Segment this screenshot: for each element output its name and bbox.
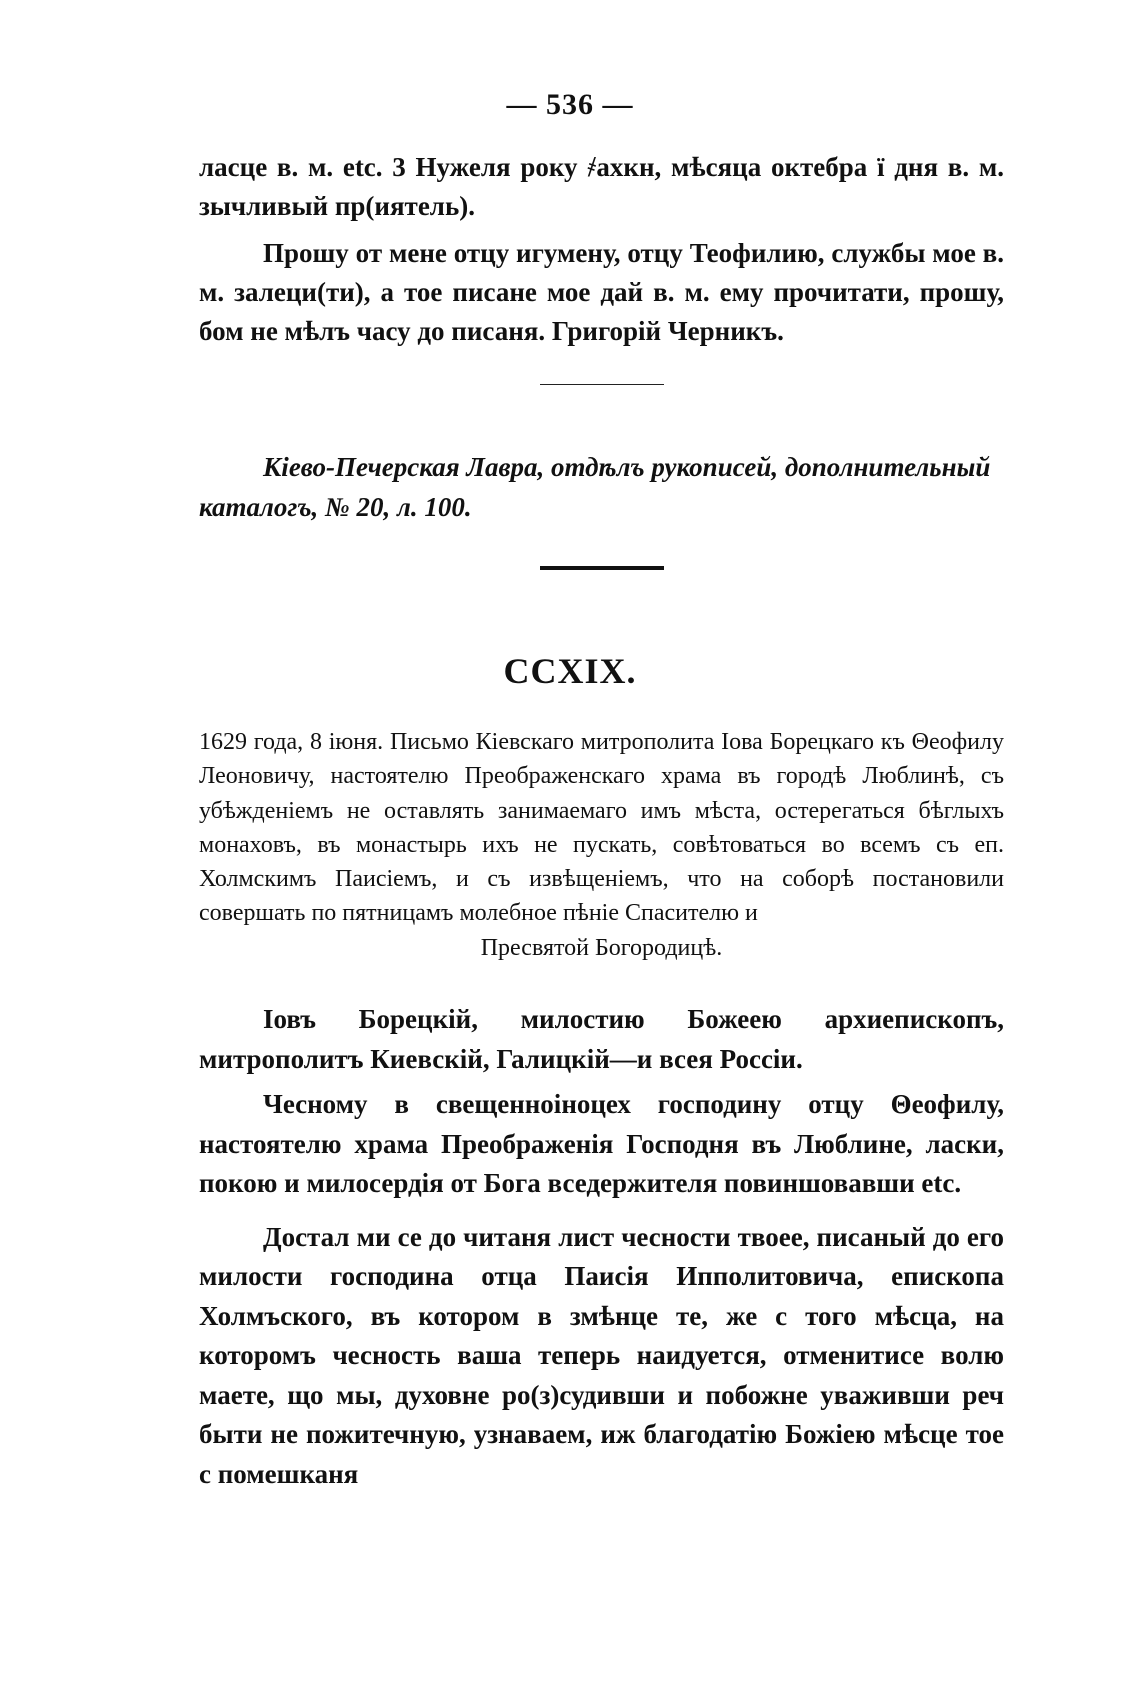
section-divider bbox=[540, 566, 664, 570]
section-summary-text: 1629 года, 8 іюня. Письмо Кіевскаго митрополита Іова Борецкаго къ Θеофилу Леоновичу, настоятелю Преображенскаго храма въ городѣ Люблинѣ, съ убѣжденіемъ не оставлять занимаемаго имъ мѣста, остерегаться бѣглыхъ монаховъ, въ монастырь ихъ не пускать, совѣтоваться во всемъ съ еп. Холмскимъ Паисіемъ, и съ извѣщеніемъ, что на соборѣ постановили совершать по пятницамъ молебное пѣніе Спасителю и bbox=[199, 729, 1004, 927]
letter-salutation: Іовъ Борецкій, милостию Божеею архиепископъ, митрополитъ Киевскій, Галицкій—и всея Россіи. bbox=[199, 1004, 1004, 1074]
opening-text bbox=[199, 148, 1004, 351]
source-note-line-1: Кіево-Печерская Лавра, отдѣлъ рукописей, дополнительный bbox=[263, 452, 991, 482]
letter-address: Чесному в свещенноіноцех господину отцу Θеофилу, настоятелю храма Преображенія Господня въ Люблине, ласки, покою и милосердія от Бога вседержителя повиншовавши etc. bbox=[199, 1089, 1004, 1198]
opening-paragraph-1: ласце в. м. etc. 3 Нужеля року ҂ахкн, мѣсяца октебра ї дня в. м. зычливый пр(иятель). bbox=[199, 152, 1004, 221]
section-heading: CCXIX. bbox=[503, 651, 637, 691]
letter-text bbox=[199, 1000, 1004, 1494]
page-number: — 536 — bbox=[506, 88, 634, 121]
separator-rule bbox=[540, 384, 664, 385]
section-summary bbox=[199, 725, 1004, 965]
letter-body: Достал ми се до читаня лист чесности твоее, писаный до его милости господина отца Паисія Ипполитовича, епископа Холмъского, въ котором в змѣнце те, же с того мѣсца, на которомъ чесность ваша теперь наидуется, отменитисе волю маете, що мы, духовне ро(з)судивши и побожне уваживши реч быти не пожитечную, узнаваем, иж благодатію Божіею мѣсце тое с помешканя bbox=[199, 1221, 1004, 1489]
source-note-line-2: каталогъ, № 20, л. 100. bbox=[199, 492, 472, 522]
opening-paragraph-2: Прошу от мене отцу игумену, отцу Теофилию, службы мое в. м. залеци(ти), а тое писане мое дай в. м. ему прочитати, прошу, бом не мѣлъ часу до писаня. Григорій Черникъ. bbox=[199, 238, 1004, 346]
section-summary-last-line: Пресвятой Богородицѣ. bbox=[480, 934, 723, 961]
source-note bbox=[199, 447, 1004, 527]
